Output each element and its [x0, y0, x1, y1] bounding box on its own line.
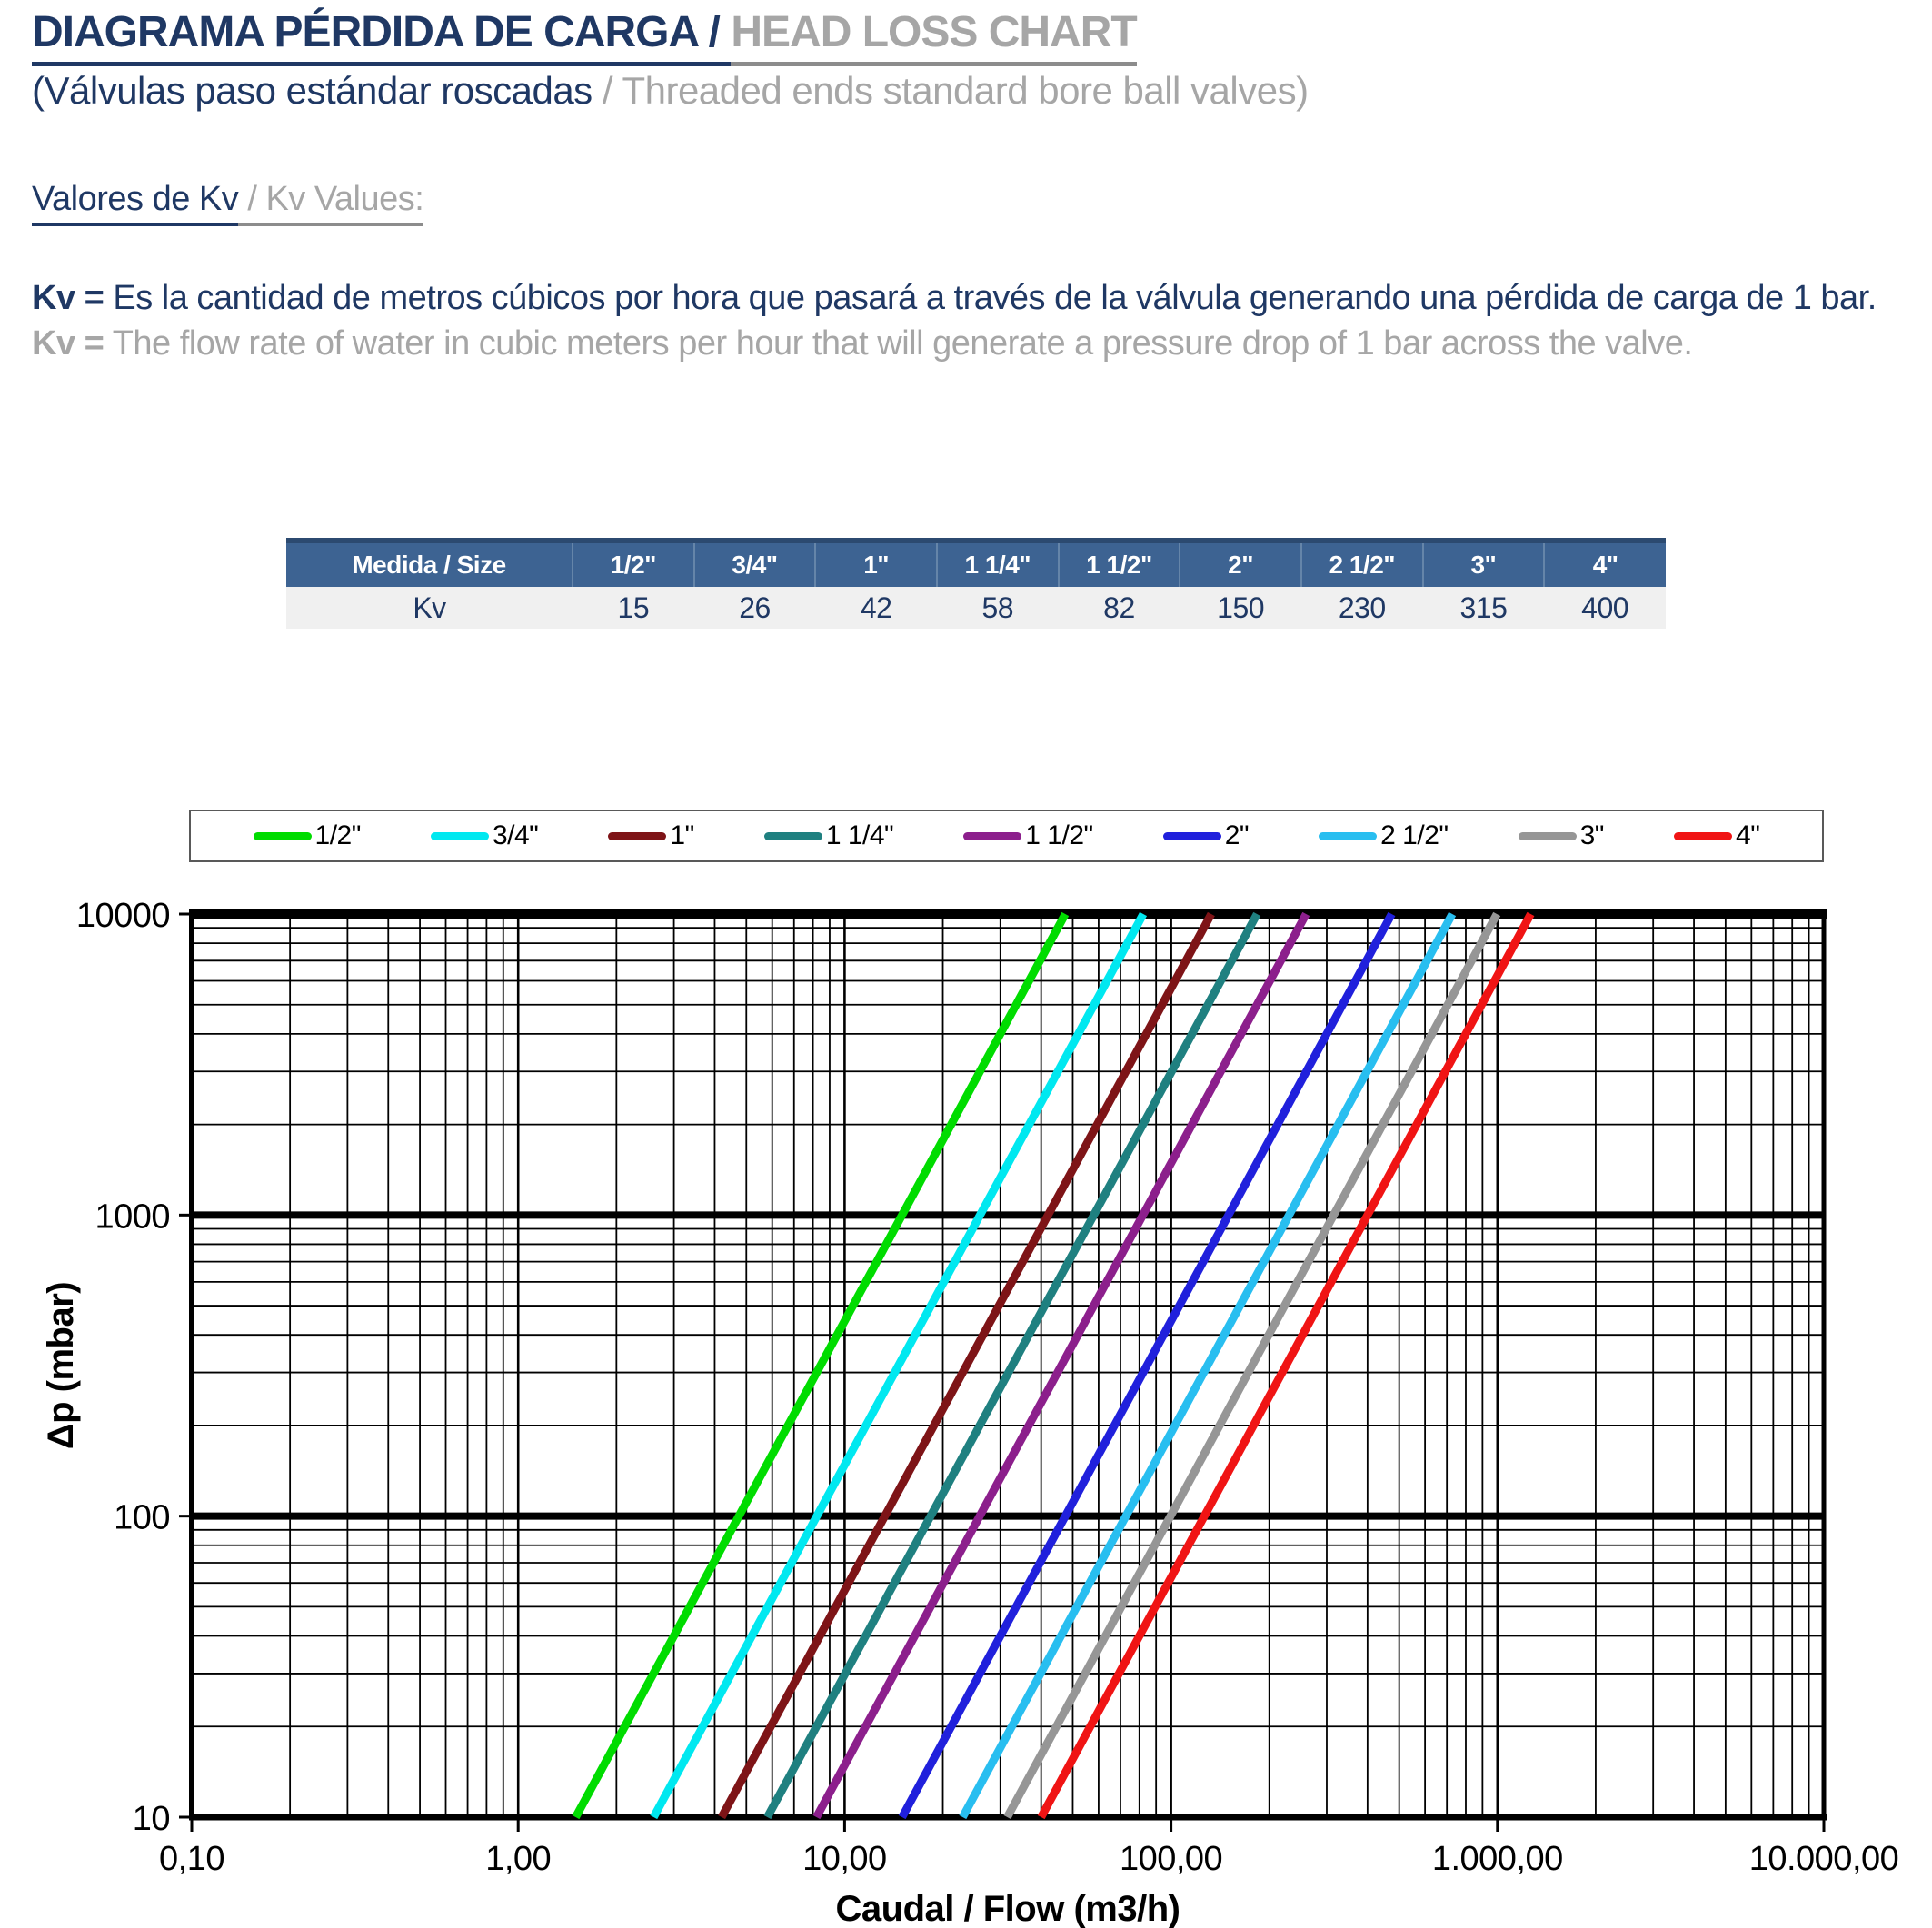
kv-table-kv-value: 42 — [815, 587, 937, 629]
legend-item-label: 2" — [1224, 820, 1250, 850]
x-tick-label: 100,00 — [1119, 1840, 1223, 1878]
kv-table-kv-value: 26 — [694, 587, 816, 629]
y-tick-label: 10000 — [75, 897, 170, 935]
kv-definition-en-text: The flow rate of water in cubic meters per hour that will generate a pressure drop of 1 bar across the valve. — [104, 323, 1693, 363]
kv-table-kv-value: 150 — [1180, 587, 1301, 629]
page-subtitle-es: (Válvulas paso estándar roscadas — [32, 69, 593, 113]
kv-table-size-cell: 1/2" — [573, 541, 694, 587]
kv-table-kv-value: 230 — [1301, 587, 1423, 629]
x-tick-label: 10,00 — [802, 1840, 887, 1878]
kv-values-heading-en: Kv Values: — [265, 180, 423, 226]
kv-table-kv-value: 15 — [573, 587, 694, 629]
series-line-26 — [653, 914, 1143, 1817]
page-title-es: DIAGRAMA PÉRDIDA DE CARGA — [32, 8, 697, 66]
kv-table-size-header: Medida / Size — [286, 541, 573, 587]
y-tick-label: 1000 — [95, 1198, 170, 1237]
series-line-15 — [575, 914, 1065, 1817]
kv-definition-en-label: Kv = — [32, 323, 105, 363]
legend-item-label: 3/4" — [492, 820, 539, 850]
kv-definition-es-text: Es la cantidad de metros cúbicos por hora que pasará a través de la válvula generando una pérdida de carga de 1 bar. — [104, 278, 1877, 317]
legend-item-label: 1" — [670, 820, 694, 850]
kv-table-size-cell: 2" — [1180, 541, 1301, 587]
kv-table-size-cell: 1 1/4" — [937, 541, 1059, 587]
legend-item-label: 1/2" — [314, 820, 361, 850]
y-axis-title: Δp (mbar) — [41, 1281, 81, 1450]
kv-table-size-cell: 2 1/2" — [1301, 541, 1423, 587]
x-tick-label: 10.000,00 — [1748, 1840, 1899, 1878]
series-line-150 — [902, 914, 1392, 1817]
x-tick-label: 1,00 — [485, 1840, 552, 1878]
y-tick-label: 100 — [114, 1498, 170, 1537]
legend-item-label: 1 1/4" — [825, 820, 894, 850]
kv-table-size-cell: 4" — [1544, 541, 1666, 587]
legend-item-label: 4" — [1736, 820, 1760, 850]
x-tick-label: 1.000,00 — [1431, 1840, 1563, 1878]
kv-table-size-cell: 1 1/2" — [1059, 541, 1180, 587]
series-line-315 — [1007, 914, 1497, 1817]
kv-table-kv-value: 400 — [1544, 587, 1666, 629]
series-line-42 — [722, 914, 1211, 1817]
legend-item-label: 2 1/2" — [1380, 820, 1449, 850]
series-line-82 — [816, 914, 1306, 1817]
kv-table-size-cell: 3/4" — [694, 541, 816, 587]
kv-table-size-cell: 1" — [815, 541, 937, 587]
y-tick-label: 10 — [132, 1800, 170, 1838]
legend-item-label: 3" — [1579, 820, 1604, 850]
page-title-separator: / — [697, 8, 731, 66]
kv-table-row-label: Kv — [286, 587, 573, 629]
legend-item-label: 1 1/2" — [1025, 820, 1093, 850]
series-line-58 — [767, 914, 1257, 1817]
kv-table-kv-value: 315 — [1423, 587, 1545, 629]
page-title-en: HEAD LOSS CHART — [731, 8, 1136, 66]
series-line-230 — [962, 914, 1452, 1817]
kv-definition-es-label: Kv = — [32, 278, 105, 317]
page-subtitle-separator: / — [592, 69, 622, 113]
series-line-400 — [1041, 914, 1531, 1817]
kv-table-size-cell: 3" — [1423, 541, 1545, 587]
x-tick-label: 0,10 — [159, 1840, 224, 1878]
kv-table-kv-value: 82 — [1059, 587, 1180, 629]
kv-values-heading-separator: / — [238, 180, 265, 226]
x-axis-title: Caudal / Flow (m3/h) — [835, 1889, 1180, 1928]
kv-table-kv-value: 58 — [937, 587, 1059, 629]
page-subtitle-en: Threaded ends standard bore ball valves) — [622, 69, 1309, 113]
kv-values-heading-es: Valores de Kv — [32, 180, 238, 226]
